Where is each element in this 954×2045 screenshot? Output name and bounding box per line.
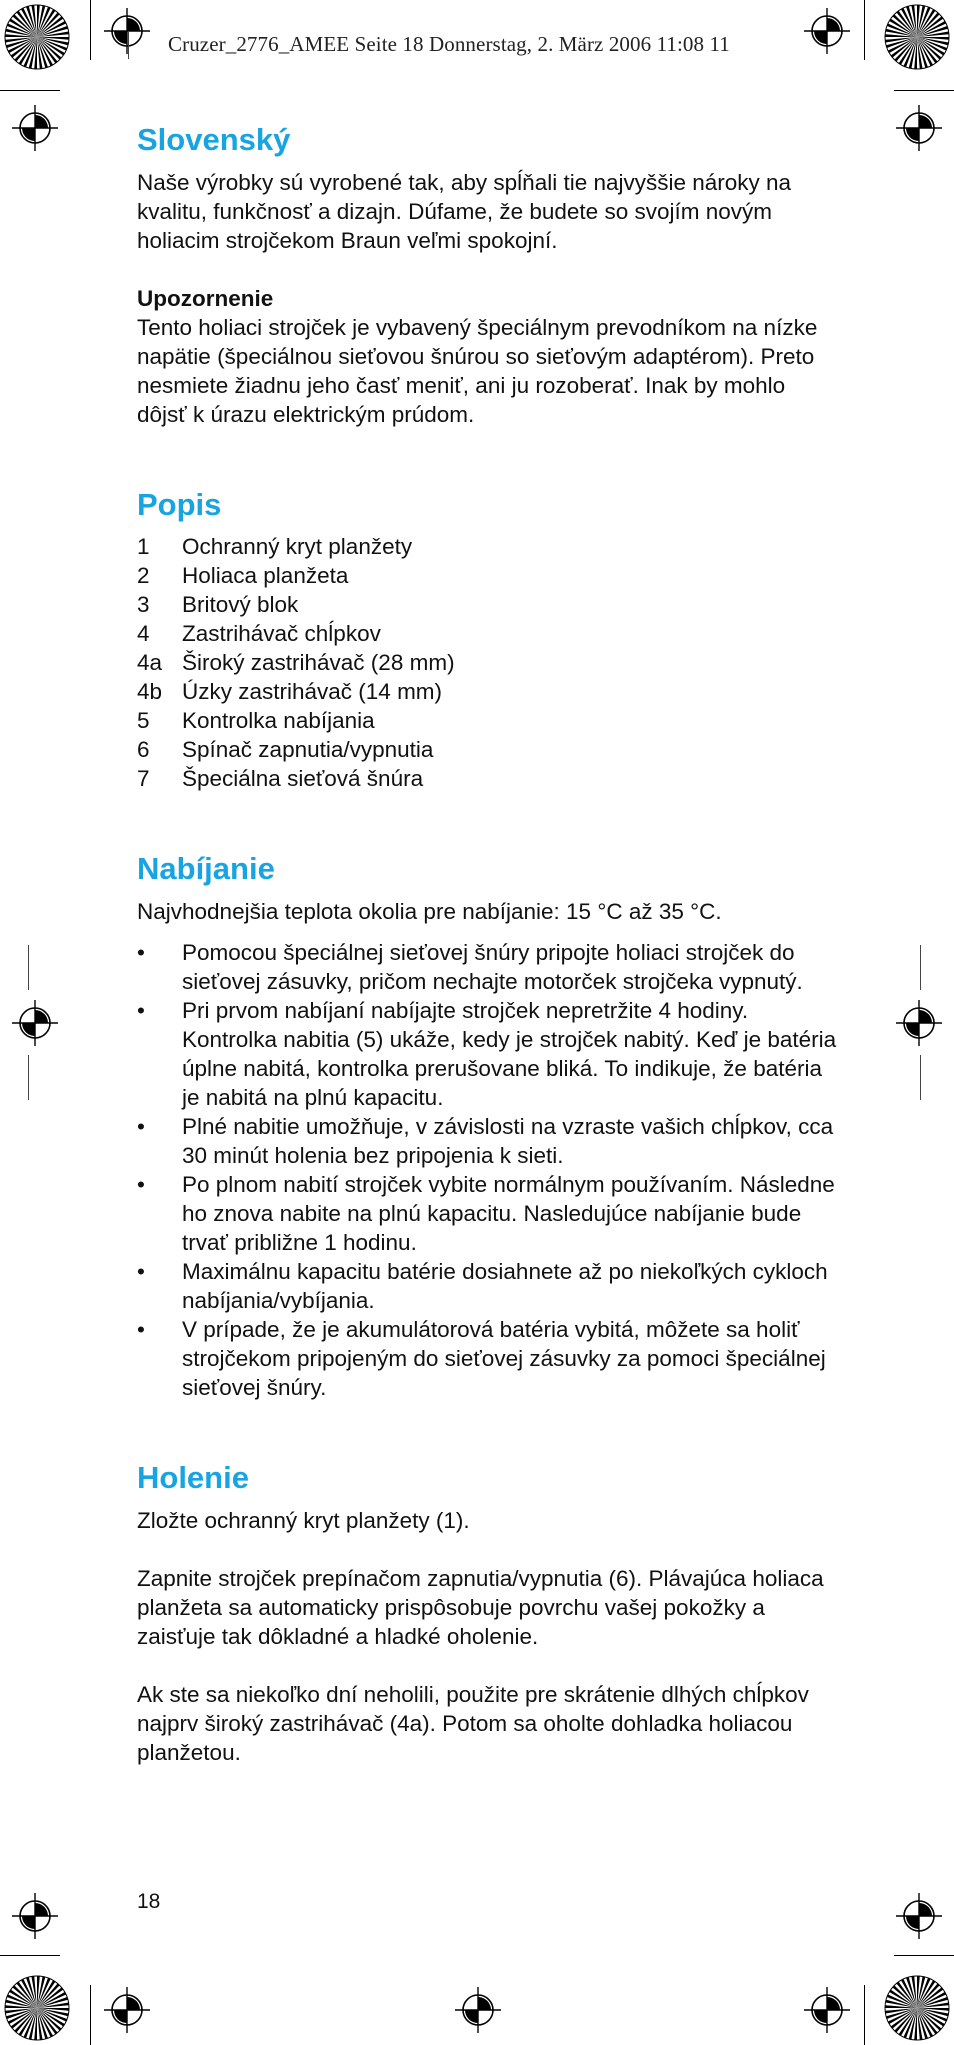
crop-line [864, 1985, 865, 2045]
list-item: 2 Holiaca planžeta [137, 563, 349, 589]
crop-line [920, 1055, 921, 1100]
crop-line [90, 0, 91, 60]
registration-mark-right-middle [896, 1000, 942, 1046]
list-item: • Plné nabitie umožňuje, v závislosti na vzraste vašich chĺpkov, cca 30 minút holenia bez pripojenia k sieti. [137, 1113, 834, 1168]
page-content [137, 122, 837, 1767]
list-item: 4a Široký zastrihávač (28 mm) [137, 650, 455, 676]
registration-mark-bottom-center [455, 1987, 501, 2033]
registration-mark-top-right [804, 8, 850, 54]
list-item: 4 Zastrihávač chĺpkov [137, 621, 381, 647]
crop-line [90, 1985, 91, 2045]
list-item: 1 Ochranný kryt planžety [137, 534, 413, 560]
shaving-paragraph-3: Ak ste sa niekoľko dní neholili, použite pre skrátenie dlhých chĺpkov najprv široký zastrihávač (4a). Potom sa oholte dohladka holiacou planžetou. [137, 1681, 809, 1765]
registration-mark-top-left [104, 8, 150, 54]
warning-title: Upozornenie [137, 285, 274, 311]
registration-mark-left-middle [12, 1000, 58, 1046]
list-item: 4b Úzky zastrihávač (14 mm) [137, 679, 443, 705]
print-slug: Cruzer_2776_AMEE Seite 18 Donnerstag, 2. März 2006 11:08 11 [168, 32, 730, 56]
list-item: • Pomocou špeciálnej sieťovej šnúry pripojte holiaci strojček do sieťovej zásuvky, pričom nechajte motorček strojčeka vypnutý. [137, 939, 803, 994]
charging-bullets [137, 938, 837, 1402]
charging-intro: Najvhodnejšia teplota okolia pre nabíjanie: 15 °C až 35 °C. [137, 898, 722, 924]
section-title-description: Popis [137, 486, 222, 522]
crop-line [128, 31, 129, 59]
parts-list [137, 532, 837, 793]
registration-mark-right-lower [896, 1893, 942, 1939]
crop-line [920, 945, 921, 990]
list-item: 7 Špeciálna sieťová šnúra [137, 766, 424, 792]
page-number: 18 [137, 1890, 161, 1913]
warning-text: Tento holiaci strojček je vybavený špeciálnym prevodníkom na nízke napätie (špeciálnou sieťovou šnúrou so sieťovým adaptérom). Preto nesmiete žiadnu jeho časť meniť, ani ju rozoberať. Inak by mohlo dôjsť k úrazu elektrickým prúdom. [137, 314, 818, 427]
section-title-intro: Slovenský [137, 122, 291, 157]
registration-mark-left-lower [12, 1893, 58, 1939]
list-item: 6 Spínač zapnutia/vypnutia [137, 737, 434, 763]
crop-line [864, 0, 865, 60]
list-item: • Pri prvom nabíjaní nabíjajte strojček nepretržite 4 hodiny. Kontrolka nabitia (5) ukáže, kedy je strojček nabitý. Keď je batéria úplne nabitá, kontrolka prerušovane bliká. To indikuje, že batéria je nabitá na plnú kapacitu. [137, 997, 837, 1110]
shaving-paragraph-1: Zložte ochranný kryt planžety (1). [137, 1507, 470, 1533]
registration-mark-left-upper [12, 105, 58, 151]
crop-line [28, 945, 29, 990]
registration-mark-right-upper [896, 105, 942, 151]
crop-line [28, 1055, 29, 1100]
crop-line [0, 1955, 60, 1956]
section-title-shaving: Holenie [137, 1459, 249, 1495]
intro-paragraph: Naše výrobky sú vyrobené tak, aby spĺňali tie najvyššie nároky na kvalitu, funkčnosť a dizajn. Dúfame, že budete so svojím novým holiacim strojčekom Braun veľmi spokojní. [137, 169, 792, 253]
crop-line [0, 90, 60, 91]
list-item: • Maximálnu kapacitu batérie dosiahnete až po niekoľkých cykloch nabíjania/vybíjania. [137, 1258, 828, 1313]
starburst-mark-bottom-right [884, 1975, 950, 2041]
list-item: 5 Kontrolka nabíjania [137, 708, 375, 734]
registration-mark-bottom-left [104, 1987, 150, 2033]
section-title-charging: Nabíjanie [137, 851, 275, 887]
registration-mark-bottom-right [804, 1987, 850, 2033]
shaving-paragraph-2: Zapnite strojček prepínačom zapnutia/vypnutia (6). Plávajúca holiaca planžeta sa automaticky prispôsobuje povrchu vašej pokožky a zaisťuje tak dôkladné a hladké oholenie. [137, 1565, 824, 1649]
crop-line [894, 90, 954, 91]
crop-line [894, 1955, 954, 1956]
starburst-mark-top-right [884, 4, 950, 70]
starburst-mark-bottom-left [4, 1975, 70, 2041]
starburst-mark-top-left [4, 4, 70, 70]
list-item: • Po plnom nabití strojček vybite normálnym používaním. Následne ho znova nabite na plnú kapacitu. Nasledujúce nabíjanie bude trvať približne 1 hodinu. [137, 1171, 835, 1255]
list-item: 3 Britový blok [137, 592, 299, 618]
list-item: • V prípade, že je akumulátorová batéria vybitá, môžete sa holiť strojčekom pripojeným do sieťovej zásuvky za pomoci špeciálnej sieťovej šnúry. [137, 1316, 826, 1400]
